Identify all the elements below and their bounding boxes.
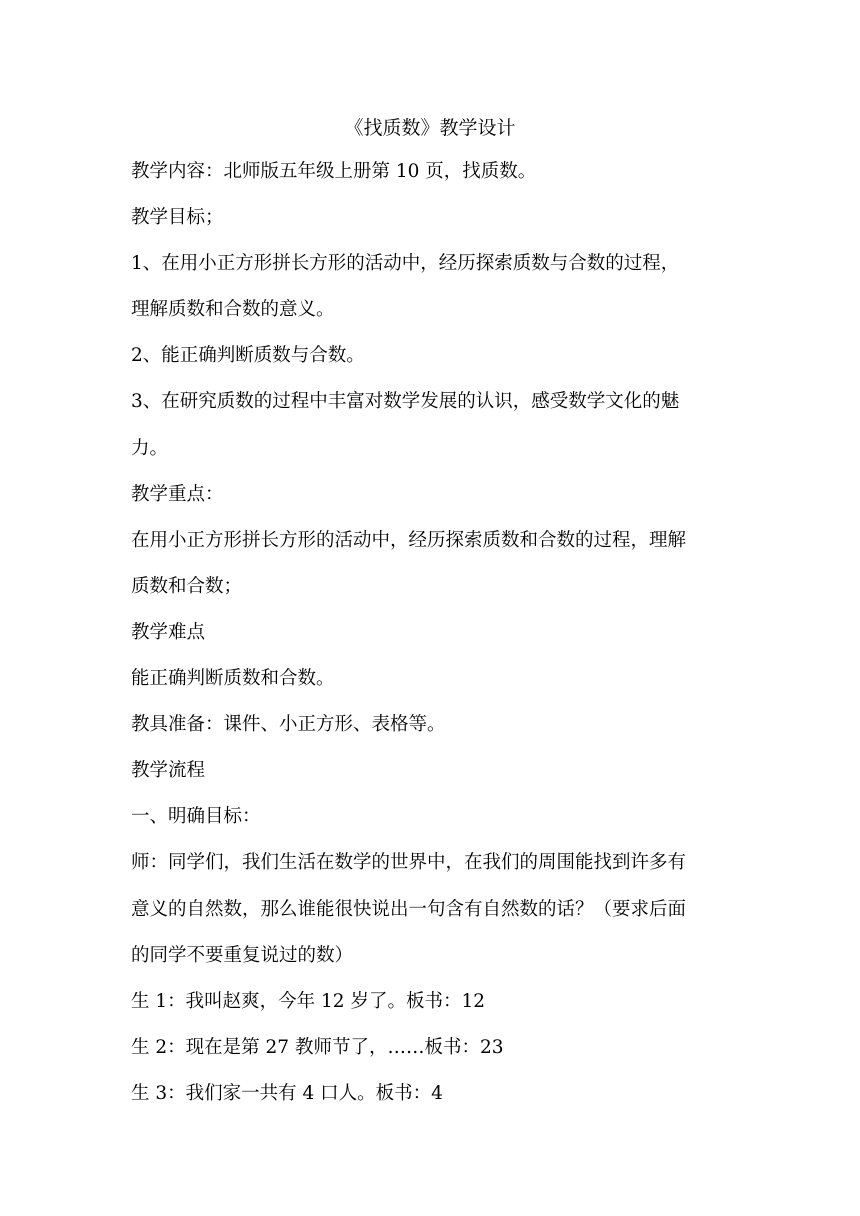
paragraph-line: 教具准备：课件、小正方形、表格等。 xyxy=(131,714,446,736)
paragraph-line: 1、在用小正方形拼长方形的活动中，经历探索质数与合数的过程， xyxy=(131,253,680,275)
paragraph-line: 生 1：我叫赵爽，今年 12 岁了。板书：12 xyxy=(131,990,485,1012)
paragraph-line: 师：同学们，我们生活在数学的世界中，在我们的周围能找到许多有 xyxy=(131,852,687,874)
paragraph-line: 生 3：我们家一共有 4 口人。板书：4 xyxy=(131,1082,443,1104)
paragraph-line: 的同学不要重复说过的数） xyxy=(131,944,354,966)
paragraph-line: 理解质数和合数的意义。 xyxy=(131,299,335,321)
paragraph-line: 教学重点： xyxy=(131,483,224,505)
paragraph-line: 生 2：现在是第 27 教师节了，……板书：23 xyxy=(131,1036,504,1058)
paragraph-line: 意义的自然数，那么谁能很快说出一句含有自然数的话？（要求后面 xyxy=(131,898,687,920)
paragraph-line: 一、明确目标： xyxy=(131,806,261,828)
paragraph-line: 教学难点 xyxy=(131,621,206,643)
paragraph-line: 3、在研究质数的过程中丰富对数学发展的认识，感受数学文化的魅 xyxy=(131,391,680,413)
paragraph-line: 力。 xyxy=(131,437,169,459)
document-body xyxy=(131,156,736,1124)
paragraph-line: 质数和合数； xyxy=(131,575,243,597)
paragraph-line: 在用小正方形拼长方形的活动中，经历探索质数和合数的过程，理解 xyxy=(131,529,687,551)
document-title: 《找质数》教学设计 xyxy=(344,117,516,139)
paragraph-line: 教学流程 xyxy=(131,760,206,782)
paragraph-line: 2、能正确判断质数与合数。 xyxy=(131,345,365,367)
paragraph-line: 能正确判断质数和合数。 xyxy=(131,668,335,690)
paragraph-line: 教学内容：北师版五年级上册第 10 页，找质数。 xyxy=(131,161,537,182)
paragraph-line: 教学目标； xyxy=(131,207,224,229)
